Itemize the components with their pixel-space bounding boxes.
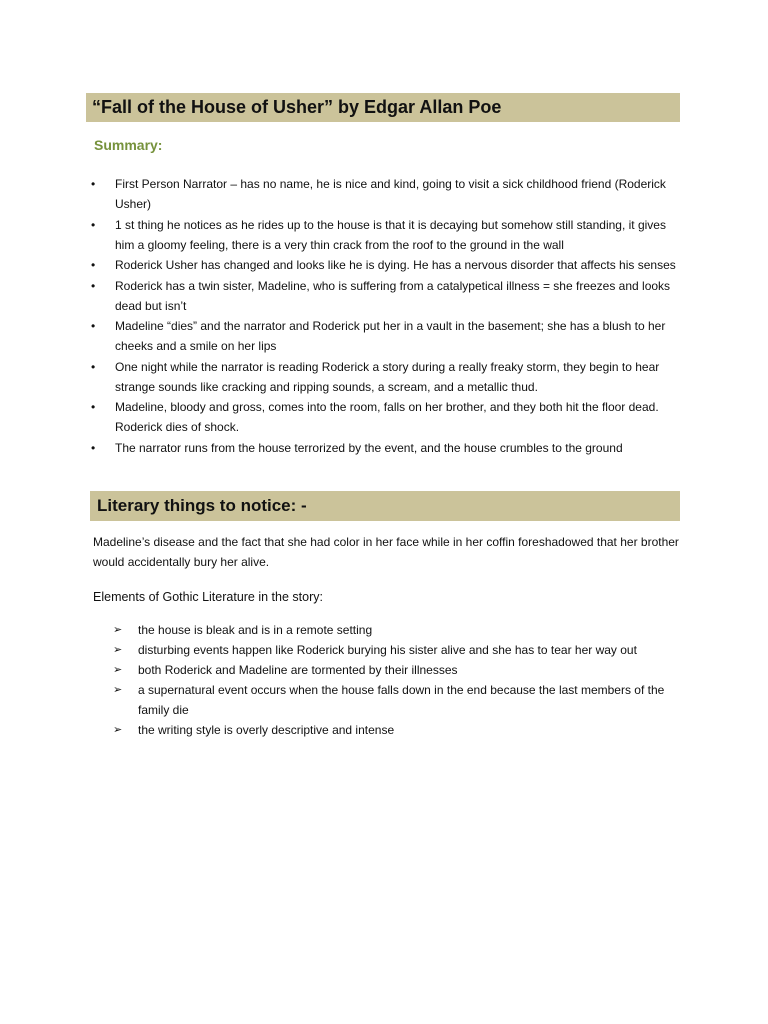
summary-list-item [90, 397, 680, 437]
gothic-item-text: both Roderick and Madeline are tormented by their illnesses [138, 663, 458, 677]
summary-list-item [90, 276, 680, 316]
title-banner [86, 93, 680, 122]
bullet-icon: • [91, 440, 96, 455]
summary-item-text: The narrator runs from the house terrorized by the event, and the house crumbles to the ground [115, 440, 623, 455]
summary-item-text: Madeline “dies” and the narrator and Roderick put her in a vault in the basement; she has a blush to her cheeks and a smile on her lips [115, 319, 666, 353]
bullet-icon: • [91, 400, 96, 414]
literary-heading: Literary things to notice: - [97, 496, 307, 515]
bullet-icon: • [91, 278, 96, 293]
summary-list [90, 174, 680, 458]
arrow-bullet-icon: ➢ [113, 664, 123, 676]
document-title: “Fall of the House of Usher” by Edgar Allan Poe [92, 97, 502, 117]
bullet-icon: • [91, 177, 96, 191]
summary-item-text: Roderick Usher has changed and looks like he is dying. He has a nervous disorder that affects his senses [115, 258, 676, 272]
bullet-icon: • [91, 319, 96, 333]
summary-list-item [90, 215, 680, 255]
gothic-item-text: disturbing events happen like Roderick burying his sister alive and she has to tear her way out [138, 643, 637, 657]
gothic-elements-list [113, 620, 683, 740]
summary-item-text: Madeline, bloody and gross, comes into the room, falls on her brother, and they both hit the floor dead. Roderick dies of shock. [115, 400, 659, 434]
arrow-bullet-icon: ➢ [113, 624, 123, 636]
bullet-icon: • [91, 217, 96, 232]
gothic-list-item [113, 660, 683, 680]
gothic-list-item [113, 620, 683, 640]
literary-paragraph: Madeline’s disease and the fact that she had color in her face while in her coffin foreshadowed that her brother would accidentally bury her alive. [93, 535, 679, 569]
summary-heading: Summary: [94, 137, 163, 153]
gothic-list-item [113, 640, 683, 660]
gothic-list-item [113, 720, 683, 740]
arrow-bullet-icon: ➢ [113, 724, 123, 736]
summary-list-item [90, 316, 680, 356]
summary-list-item [90, 357, 680, 397]
summary-list-item [90, 438, 680, 458]
summary-item-text: One night while the narrator is reading Roderick a story during a really freaky storm, they begin to hear strange sounds like cracking and ripping sounds, a scream, and a metallic thud. [115, 359, 660, 394]
gothic-item-text: the writing style is overly descriptive and intense [138, 723, 395, 737]
arrow-bullet-icon: ➢ [113, 684, 123, 696]
bullet-icon: • [91, 258, 96, 272]
summary-item-text: First Person Narrator – has no name, he is nice and kind, going to visit a sick childhood friend (Roderick Usher) [115, 177, 666, 211]
bullet-icon: • [91, 359, 96, 374]
summary-list-item [90, 255, 680, 275]
arrow-bullet-icon: ➢ [113, 644, 123, 656]
literary-banner [90, 491, 680, 521]
gothic-elements-heading: Elements of Gothic Literature in the story: [93, 590, 323, 604]
gothic-item-text: the house is bleak and is in a remote setting [138, 623, 373, 637]
summary-item-text: 1 st thing he notices as he rides up to the house is that it is decaying but somehow still standing, it gives him a gloomy feeling, there is a very thin crack from the roof to the ground in the wall [115, 217, 666, 252]
gothic-item-text: a supernatural event occurs when the house falls down in the end because the last members of the family die [138, 683, 665, 717]
summary-list-item [90, 174, 680, 214]
gothic-list-item [113, 680, 683, 720]
summary-item-text: Roderick has a twin sister, Madeline, who is suffering from a catalypetical illness = she freezes and looks dead but isn’t [115, 278, 671, 313]
